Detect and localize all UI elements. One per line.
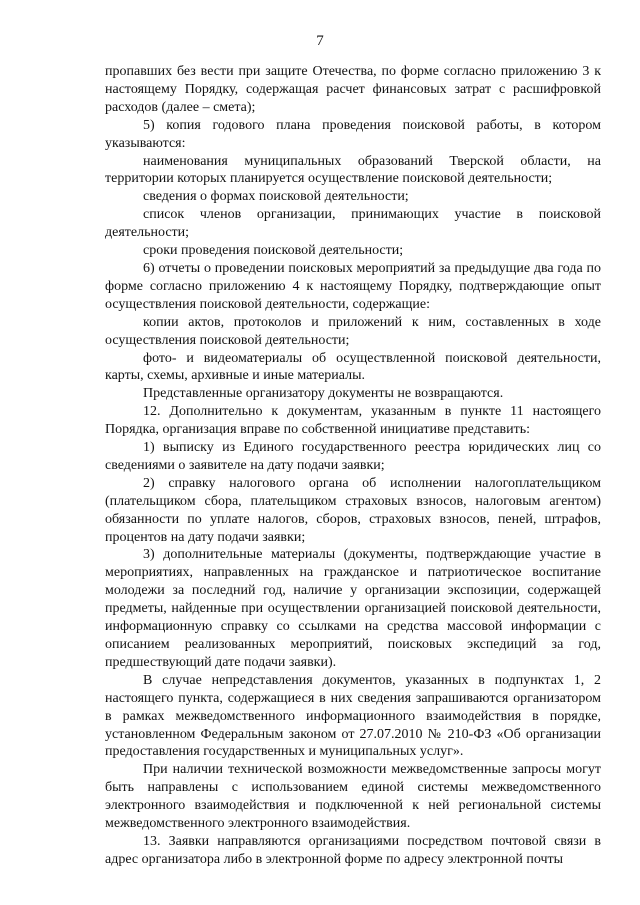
paragraph-members-list: список членов организации, принимающих участие в поисковой деятельности; [105,207,601,241]
paragraph-interagency-requests: При наличии технической возможности межведомственные запросы могут быть направлены с использованием единой системы межведомственного электронного взаимодействия и подключенной к ней региональной системы межведомственного электронного взаимодействия. [105,762,601,832]
paragraph-12-item-3: 3) дополнительные материалы (документы, подтверждающие участие в мероприятиях, направленных на гражданское и патриотическое воспитание молодежи за последний год, наличие у организации экспозиции, содержащей предметы, найденные при осуществлении организацией поисковой деятельности, информационную справку со ссылками на средства массовой информации с описанием реализованных мероприятий, поисковых экспедиций за год, предшествующий дате подачи заявки). [105,547,601,670]
paragraph-photo-video: фото- и видеоматериалы об осуществленной поисковой деятельности, карты, схемы, архивные и иные материалы. [105,350,601,384]
paragraph-item-6: 6) отчеты о проведении поисковых мероприятий за предыдущие два года по форме согласно приложению 4 к настоящему Порядку, подтверждающие опыт осуществления поисковой деятельности, содержащие: [105,260,601,312]
paragraph-acts-copies: копии актов, протоколов и приложений к ним, составленных в ходе осуществления поисковой деятельности; [105,314,601,348]
paragraph-municipalities: наименования муниципальных образований Тверской области, на территории которых планируется осуществление поисковой деятельности; [105,153,601,187]
paragraph-forms: сведения о формах поисковой деятельности; [143,189,409,205]
paragraph-12-item-2: 2) справку налогового органа об исполнении налогоплательщиком (плательщиком сбора, плательщиком страховых взносов, налоговым агентом) обязанности по уплате налогов, сборов, страховых взносов, пеней, штрафов, процентов на дату подачи заявки; [105,475,601,545]
paragraph-section-13: 13. Заявки направляются организациями посредством почтовой связи в адрес организатора либо в электронной форме по адресу электронной почты [105,833,601,867]
paragraph-12-item-1: 1) выписку из Единого государственного реестра юридических лиц со сведениями о заявителе на дату подачи заявки; [105,440,601,473]
page-number: 7 [316,33,324,49]
document-body [105,63,601,869]
paragraph-section-12: 12. Дополнительно к документам, указанным в пункте 11 настоящего Порядка, организация вправе по собственной инициативе представить: [105,404,601,438]
paragraph-non-submission: В случае непредставления документов, указанных в подпунктах 1, 2 настоящего пункта, содержащиеся в них сведения запрашиваются организатором в рамках межведомственного информационного взаимодействия в порядке, установленном Федеральным законом от 27.07.2010 № 210-ФЗ «Об организации предоставления государственных и муниципальных услуг». [105,672,601,760]
paragraph-terms: сроки проведения поисковой деятельности; [143,243,404,259]
paragraph-item-5: 5) копия годового плана проведения поисковой работы, в котором указываются: [105,117,601,151]
paragraph-not-returned: Представленные организатору документы не возвращаются. [143,386,504,402]
paragraph-continuation: пропавших без вести при защите Отечества, по форме согласно приложению 3 к настоящему Порядку, содержащая расчет финансовых затрат с расшифровкой расходов (далее – смета); [105,64,601,115]
